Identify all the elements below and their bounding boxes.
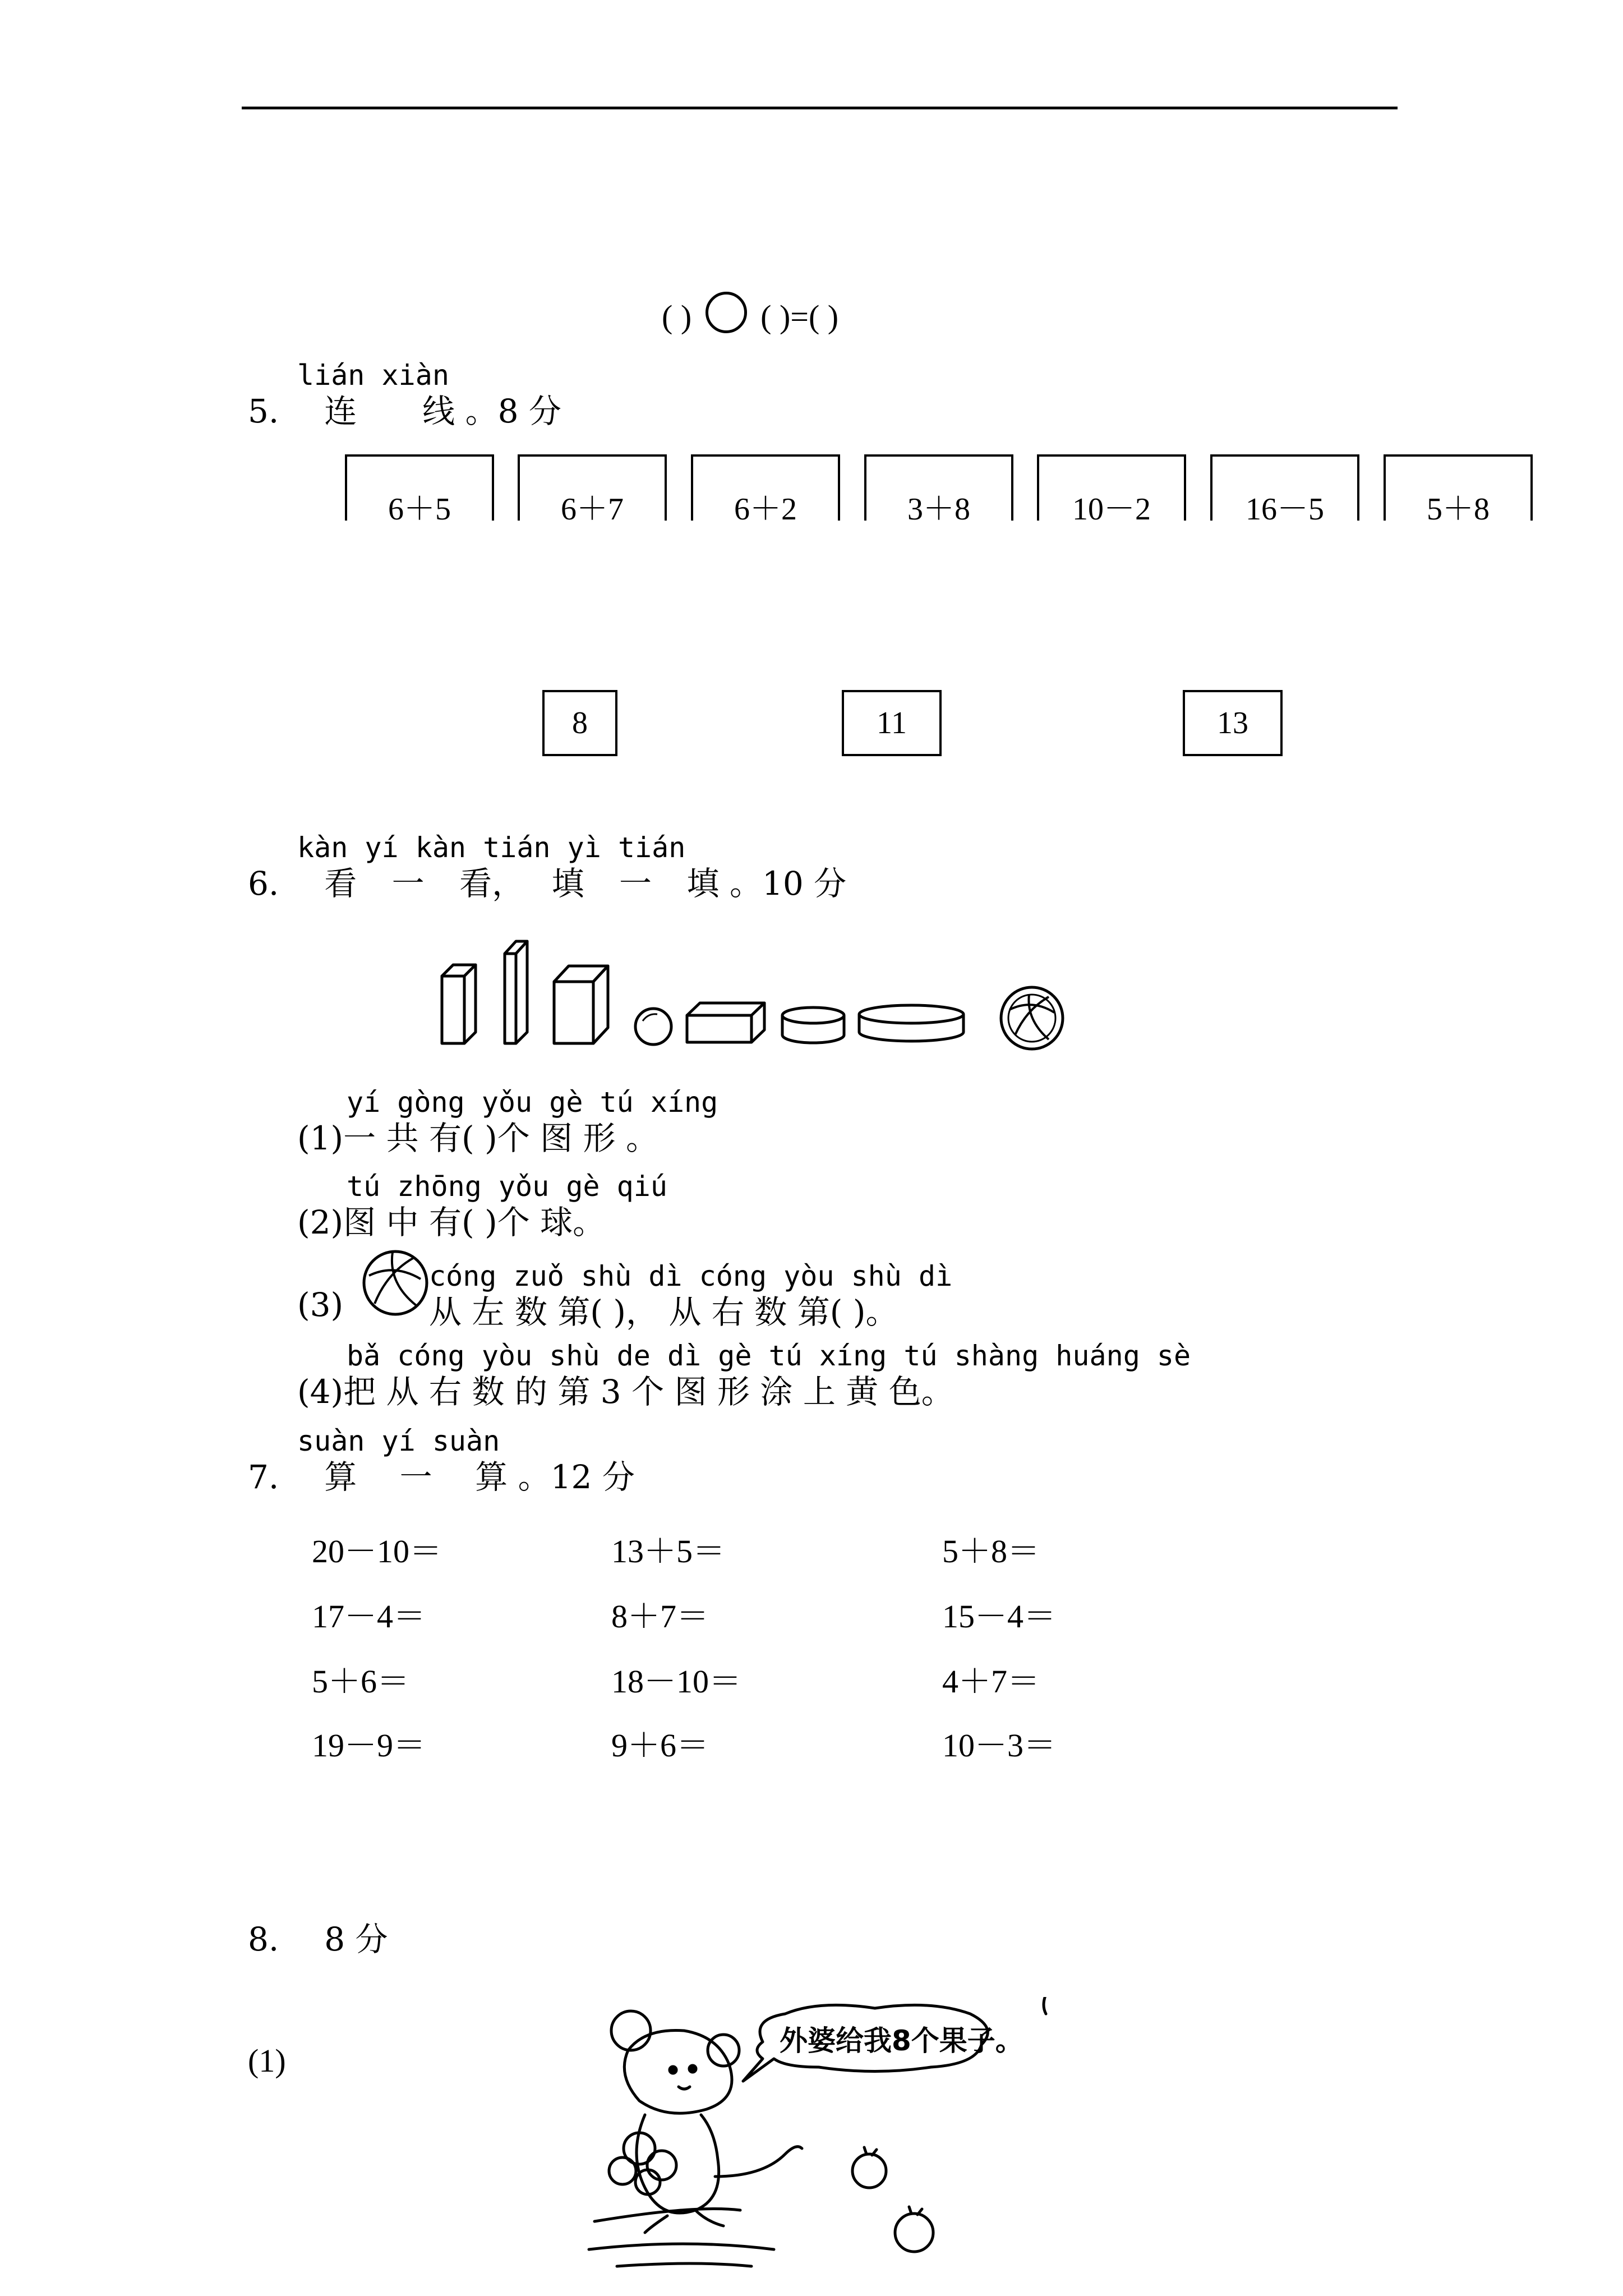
cube-shape	[554, 966, 608, 1043]
q6-char: 填	[551, 864, 584, 903]
q5-number: 5.	[248, 392, 279, 430]
q6-sub3-label: (3)	[297, 1286, 344, 1324]
q8-number: 8.	[248, 1920, 279, 1958]
expression-card[interactable]: 3＋8	[864, 454, 1013, 521]
expression-card[interactable]: 6＋7	[518, 454, 667, 521]
q8-heading	[248, 1913, 388, 1960]
q6-score: 。10 分	[729, 864, 847, 903]
calc-item[interactable]: 5＋8＝	[942, 1533, 1040, 1570]
q6-sub2-pinyin: tú zhōng yǒu gè qiú	[347, 1170, 667, 1203]
calc-item[interactable]: 13＋5＝	[611, 1533, 726, 1570]
q8-score: 8 分	[324, 1920, 388, 1958]
cylinder-shape	[782, 1007, 844, 1043]
q5-char-2: 线	[422, 392, 455, 430]
q6-char: 一	[391, 864, 425, 903]
volleyball-shape	[1001, 987, 1063, 1049]
q6-sub4-text: (4)把 从 右 数 的 第 3 个 图 形 涂 上 黄 色。	[297, 1373, 954, 1411]
q7-score: 。12 分	[518, 1458, 635, 1496]
q7-char: 算	[475, 1458, 508, 1496]
expression-card[interactable]: 6＋5	[345, 454, 494, 521]
q6-sub1-text: (1)一 共 有( )个 图 形 。	[297, 1119, 659, 1157]
q6-char: 看	[324, 864, 357, 903]
q6-heading	[248, 857, 846, 904]
q6-sub1-pinyin: yí gòng yǒu gè tú xíng	[347, 1086, 718, 1119]
calc-item[interactable]: 19－9＝	[312, 1727, 426, 1764]
tall-cuboid-shape	[505, 941, 527, 1043]
q5-heading	[248, 385, 561, 432]
calc-item[interactable]: 8＋7＝	[611, 1598, 709, 1635]
calc-item[interactable]: 18－10＝	[611, 1663, 742, 1700]
volleyball-icon	[359, 1246, 432, 1319]
answer-card[interactable]: 13	[1183, 690, 1283, 756]
q6-sub4-pinyin: bǎ cóng yòu shù de dì gè tú xíng tú shàng huáng sè	[347, 1340, 1191, 1372]
wide-cylinder-shape	[859, 1005, 963, 1041]
cuboid-shape	[442, 965, 476, 1043]
q5-score: 。8 分	[465, 392, 561, 430]
flat-cuboid-shape	[687, 1003, 764, 1042]
q6-sub2-text: (2)图 中 有( )个 球。	[297, 1203, 606, 1241]
speech-text: 外婆给我8个果子。	[780, 2024, 1023, 2057]
q7-char: 一	[399, 1458, 432, 1496]
q6-number: 6.	[248, 864, 279, 903]
q7-pinyin: suàn yí suàn	[297, 1425, 500, 1457]
q5-char-1: 连	[324, 392, 357, 430]
expression-card[interactable]: 5＋8	[1384, 454, 1533, 521]
expression-card[interactable]: 6＋2	[691, 454, 840, 521]
operator-circle[interactable]	[706, 292, 747, 333]
answer-card[interactable]: 11	[842, 690, 942, 756]
expression-card[interactable]: 16－5	[1210, 454, 1359, 521]
q7-heading	[248, 1451, 635, 1498]
calc-item[interactable]: 5＋6＝	[312, 1663, 410, 1700]
q7-char: 算	[324, 1458, 357, 1496]
equation-blanks-rest: ( )=( )	[760, 298, 839, 335]
q6-sub3-pinyin: cóng zuǒ shù dì cóng yòu shù dì	[429, 1260, 953, 1292]
calc-item[interactable]: 20－10＝	[312, 1533, 442, 1570]
q6-char: 填	[686, 864, 720, 903]
q7-number: 7.	[248, 1458, 279, 1496]
answer-card[interactable]: 8	[542, 690, 617, 756]
q6-sub3-text: 从 左 数 第( )， 从 右 数 第( )。	[429, 1293, 898, 1331]
calc-item[interactable]: 10－3＝	[942, 1727, 1057, 1764]
mouse-illustration	[583, 1997, 1077, 2277]
calc-item[interactable]: 4＋7＝	[942, 1663, 1040, 1700]
calc-item[interactable]: 15－4＝	[942, 1598, 1057, 1635]
q6-char: 一	[619, 864, 652, 903]
calc-item[interactable]: 17－4＝	[312, 1598, 426, 1635]
expression-card[interactable]: 10－2	[1037, 454, 1186, 521]
equation-blank-1: ( )	[662, 298, 692, 335]
header-rule	[242, 107, 1398, 109]
q8-sub1-label: (1)	[248, 2042, 286, 2079]
q5-pinyin: lián xiàn	[297, 359, 449, 392]
equation-template	[662, 292, 838, 335]
q6-pinyin: kàn yí kàn tián yì tián	[297, 831, 686, 864]
shapes-illustration	[432, 931, 1071, 1055]
q6-char: 看，	[459, 864, 525, 903]
calc-item[interactable]: 9＋6＝	[611, 1727, 709, 1764]
